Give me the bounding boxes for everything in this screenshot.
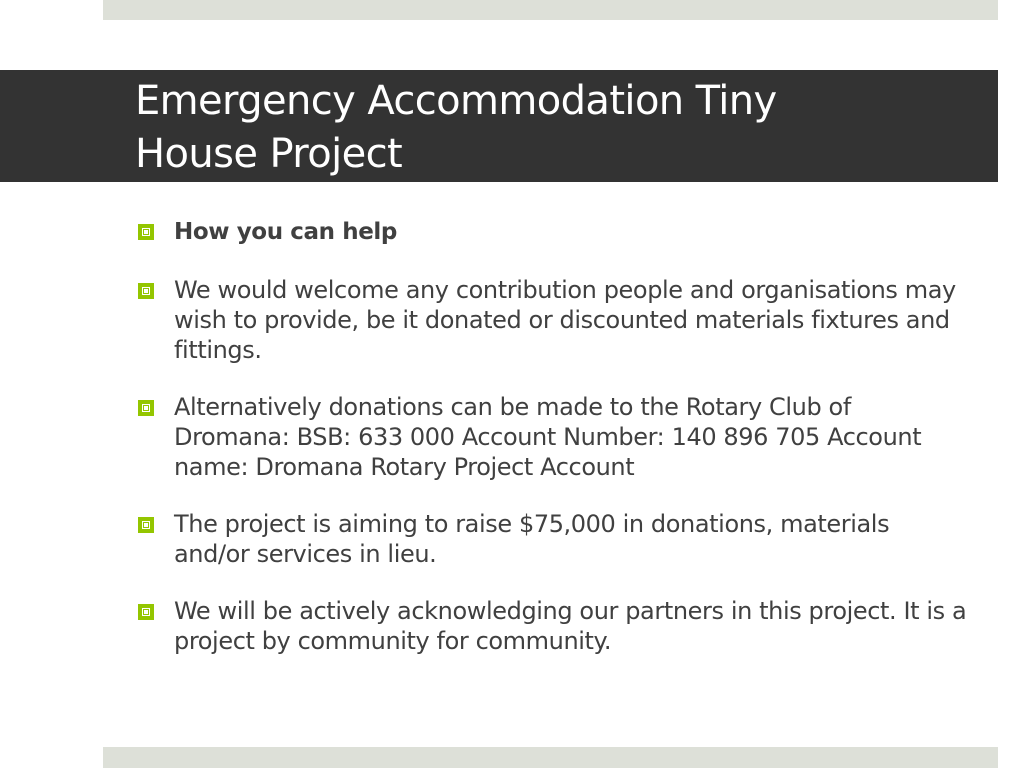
bullet-item-donation-details (138, 392, 968, 482)
bullet-text: The project is aiming to raise $75,000 in donations, materials and/or services in lieu. (174, 510, 890, 568)
bullet-item-fundraising-goal (138, 509, 968, 569)
green-square-bullet-icon (138, 517, 154, 533)
slide-title: Emergency Accommodation Tiny House Project (135, 78, 777, 177)
green-square-bullet-icon (138, 604, 154, 620)
top-accent-bar (103, 0, 998, 20)
bottom-accent-bar (103, 747, 998, 768)
bullet-text: We would welcome any contribution people and organisations may wish to provide, be it donated or discounted materials fixtures and fittings. (174, 276, 956, 364)
bullet-item-how-you-can-help (138, 216, 968, 247)
bullet-text: How you can help (174, 219, 397, 245)
bullet-text: We will be actively acknowledging our partners in this project. It is a project by community for community. (174, 597, 967, 655)
green-square-bullet-icon (138, 400, 154, 416)
green-square-bullet-icon (138, 224, 154, 240)
green-square-bullet-icon (138, 283, 154, 299)
bullet-item-contribution (138, 275, 968, 365)
bullet-text: Alternatively donations can be made to the Rotary Club of Dromana: BSB: 633 000 Account Number: 140 896 705 Account name: Dromana Rotary Project Account (174, 393, 922, 481)
bullet-item-partners (138, 596, 968, 656)
bullet-list (138, 216, 968, 683)
